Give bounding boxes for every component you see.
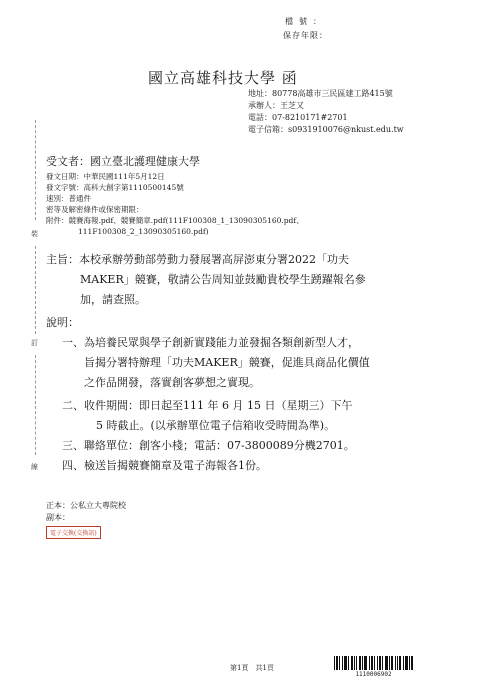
subject-line-1: 本校承辦勞動部勞動力發展署高屏澎東分署2022「功夫 <box>79 253 349 266</box>
issue-date: 發文日期：中華民國111年5月12日 <box>46 172 165 181</box>
recipient-line <box>46 153 200 169</box>
attachments-line-1: 附件：競賽海報.pdf、競賽簡章.pdf(111F100308_1_13090305160.pdf、 <box>46 216 304 225</box>
retention-label: 保存年限： <box>283 31 328 40</box>
explanation-item-2 <box>62 396 352 436</box>
item-line: 檢送旨揭競賽簡章及電子海報各1份。 <box>84 459 267 472</box>
item-number: 三、 <box>62 439 84 452</box>
binding-mark-zhuang: 裝 <box>31 230 38 238</box>
binding-mark-xian: 線 <box>31 463 38 471</box>
recipient-label: 受文者： <box>46 155 90 168</box>
explanation-item-4 <box>62 456 267 476</box>
explanation-item-3 <box>62 436 355 456</box>
subject-block <box>46 250 366 310</box>
item-line: 之作品開發，落實創客夢想之實現。 <box>84 376 260 389</box>
attachments-line-2: 111F100308_2_13090305160.pdf) <box>78 227 209 236</box>
document-number: 發文字號：高科大創字第1110500145號 <box>46 183 184 192</box>
document-title: 國立高雄科技大學 函 <box>148 69 298 87</box>
secrecy-level: 密等及解密條件或保密期限： <box>46 205 144 214</box>
contact-phone: 電話：07-8210171#2701 <box>248 113 348 122</box>
item-line: 收件期間：即日起至111 年 6 月 15 日（星期三）下午 <box>84 399 353 412</box>
speed-class: 速別：普通件 <box>46 194 91 203</box>
binding-line-top <box>35 120 36 220</box>
binding-mark-ding: 訂 <box>31 339 38 347</box>
subject-line-3: 加，請查照。 <box>80 293 146 306</box>
barcode-graphic <box>334 656 413 670</box>
sender-address: 地址：80778高雄市三民區建工路415號 <box>248 89 393 98</box>
item-number: 四、 <box>62 459 84 472</box>
subject-label: 主旨： <box>46 253 79 266</box>
item-line: 聯絡單位：創客小棧；電話：07-3800089分機2701。 <box>84 439 355 452</box>
barcode-block <box>334 656 413 678</box>
item-number: 一、 <box>62 336 84 349</box>
binding-line-bottom <box>35 355 36 455</box>
file-number-label: 檔號： <box>285 17 327 26</box>
explanation-item-1 <box>62 333 370 393</box>
item-number: 二、 <box>62 399 84 412</box>
binding-line-middle <box>35 246 36 334</box>
item-line: 為培養民眾與學子創新實踐能力並發掘各類創新型人才， <box>84 336 359 349</box>
meta-block <box>46 171 304 237</box>
recipient-name: 國立臺北護理健康大學 <box>90 155 200 168</box>
barcode-number: 1110006902 <box>355 671 392 678</box>
contact-person: 承辦人：王芝又 <box>248 101 304 110</box>
subject-line-2: MAKER」競賽，敬請公告周知並鼓勵貴校學生踴躍報名參 <box>80 273 366 286</box>
exchange-stamp: 電子交換(交換訊) <box>46 526 101 539</box>
contact-email: 電子信箱：s0931910076@nkust.edu.tw <box>248 125 404 134</box>
explanation-label: 說明： <box>46 316 79 329</box>
page-number: 第1頁 共1頁 <box>230 664 274 672</box>
item-line: 旨揭分署特辦理「功夫MAKER」競賽，促進具商品化價值 <box>84 356 370 369</box>
item-line: 5 時截止。(以承辦單位電子信箱收受時間為準)。 <box>96 419 336 432</box>
copy-recipient: 副本： <box>46 513 70 522</box>
primary-recipient: 正本：公私立大專院校 <box>46 501 126 510</box>
